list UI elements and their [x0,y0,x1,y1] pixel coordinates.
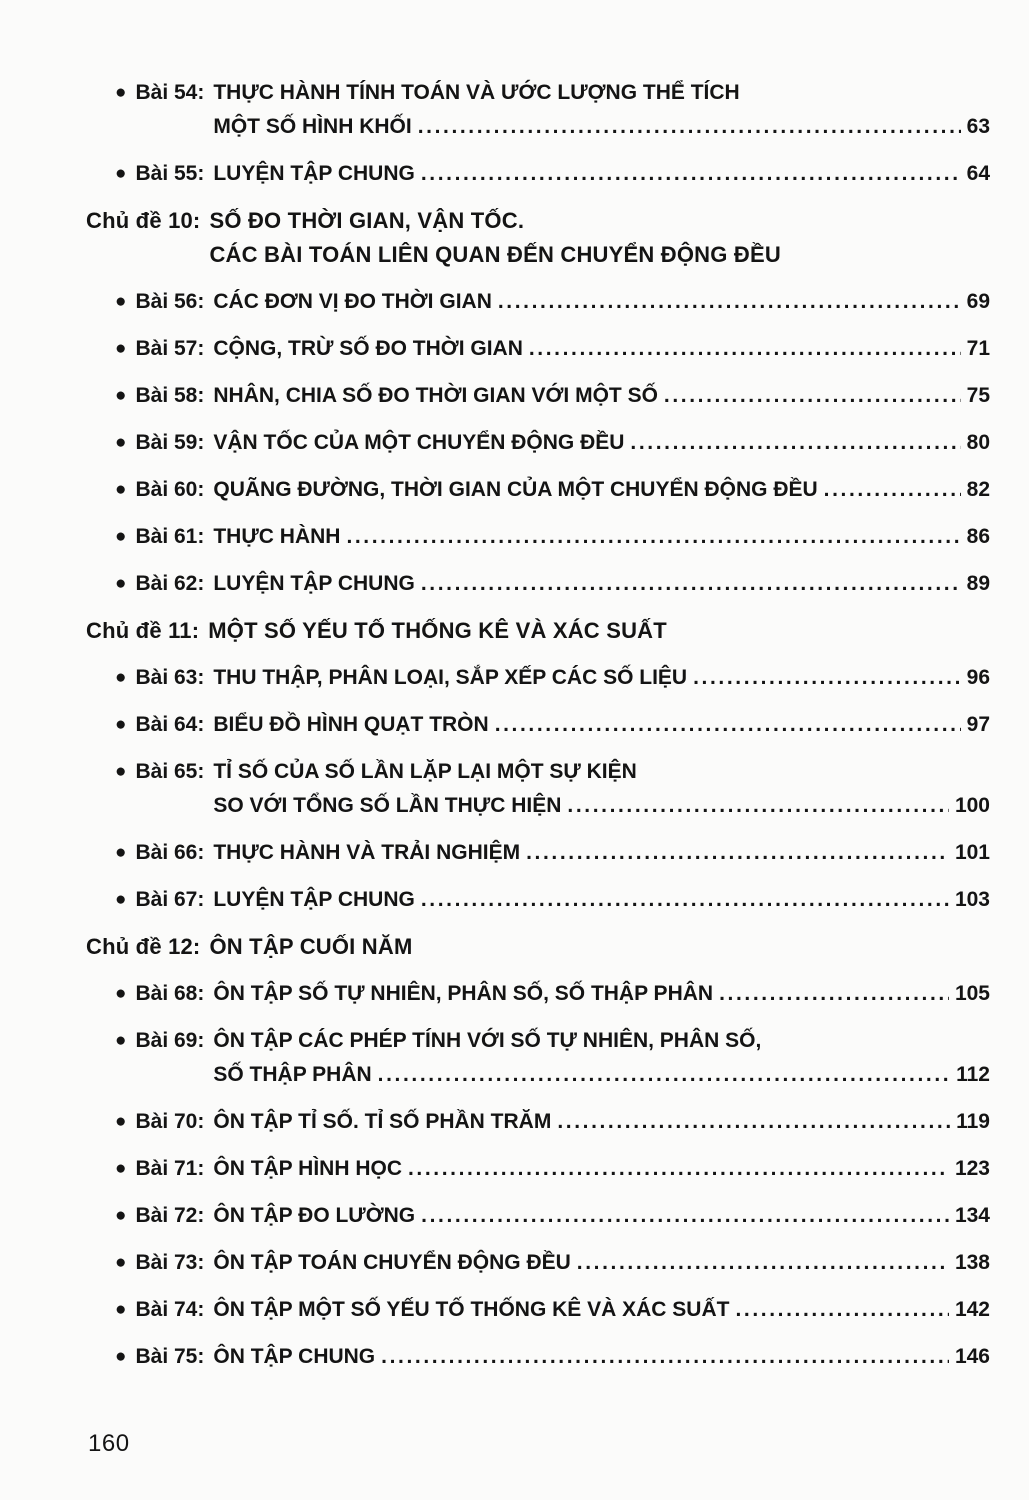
dot-leader [824,473,961,507]
dot-leader [421,1199,949,1233]
entry-body [213,883,990,917]
entry-body [213,1024,990,1092]
toc-lesson-entry [115,1024,990,1092]
dot-leader [630,426,960,460]
entry-page-number: 142 [954,1298,990,1321]
dot-leader [735,1293,948,1327]
entry-label: Chủ đề 11: [86,618,200,643]
dot-leader [421,157,961,191]
toc-lesson-entry [115,836,990,870]
entry-title: CỘNG, TRỪ SỐ ĐO THỜI GIAN [213,337,523,360]
entry-body [209,930,990,964]
entry-page-number: 86 [966,525,990,548]
entry-body [213,157,990,191]
entry-title: SỐ THẬP PHÂN [213,1063,372,1086]
bullet-icon: ● [115,667,127,688]
entry-body [213,1293,990,1327]
entry-label: Bài 61: [135,525,205,548]
entry-title: LUYỆN TẬP CHUNG [213,888,415,911]
entry-page-number: 101 [954,841,990,864]
toc-lesson-entry [115,977,990,1011]
entry-body [213,379,990,413]
toc-lesson-entry [115,708,990,742]
toc-lesson-entry [115,1293,990,1327]
entry-page-number: 89 [966,572,990,595]
entry-label: Bài 57: [135,337,205,360]
dot-leader [421,883,949,917]
entry-label: Bài 62: [135,572,205,595]
entry-page-number: 138 [954,1251,990,1274]
entry-label: Chủ đề 12: [86,934,201,959]
toc-lesson-entry [115,1246,990,1280]
entry-title: SỐ ĐO THỜI GIAN, VẬN TỐC. [209,208,525,233]
dot-leader [498,285,961,319]
dot-leader [557,1105,950,1139]
entry-page-number: 75 [966,384,990,407]
entry-body [213,977,990,1011]
dot-leader [346,520,960,554]
toc-lesson-entry [115,567,990,601]
entry-label: Bài 70: [135,1110,205,1133]
entry-page-number: 112 [956,1063,990,1086]
bullet-icon: ● [115,1030,127,1051]
entry-label: Bài 68: [135,982,205,1005]
entry-body [213,473,990,507]
dot-leader [418,110,961,144]
bullet-icon: ● [115,842,127,863]
entry-page-number: 146 [954,1345,990,1368]
toc-lesson-entry [115,157,990,191]
entry-title: MỘT SỐ HÌNH KHỐI [213,115,412,138]
dot-leader [693,661,961,695]
bullet-icon: ● [115,82,127,103]
entry-label: Bài 65: [135,760,205,783]
entry-title: TỈ SỐ CỦA SỐ LẦN LẶP LẠI MỘT SỰ KIỆN [213,760,637,783]
entry-label: Bài 67: [135,888,205,911]
entry-page-number: 64 [966,162,990,185]
entry-label: Bài 59: [135,431,205,454]
entry-title: CÁC ĐƠN VỊ ĐO THỜI GIAN [213,290,492,313]
toc-lesson-entry [115,426,990,460]
toc-lesson-entry [115,473,990,507]
entry-title: ÔN TẬP MỘT SỐ YẾU TỐ THỐNG KÊ VÀ XÁC SUẤT [213,1298,730,1321]
bullet-icon: ● [115,163,127,184]
bullet-icon: ● [115,1252,127,1273]
toc-lesson-entry [115,520,990,554]
entry-page-number: 80 [966,431,990,454]
entry-page-number: 96 [966,666,990,689]
bullet-icon: ● [115,889,127,910]
entry-body [213,661,990,695]
entry-title: ÔN TẬP CÁC PHÉP TÍNH VỚI SỐ TỰ NHIÊN, PHÂN SỐ, [213,1029,762,1052]
entry-label: Bài 55: [135,162,205,185]
dot-leader [664,379,961,413]
bullet-icon: ● [115,761,127,782]
entry-body [213,836,990,870]
entry-label: Bài 54: [135,81,205,104]
entry-body [209,204,990,272]
entry-body [213,332,990,366]
entry-body [208,614,990,648]
dot-leader [526,836,949,870]
toc-lesson-entry [115,379,990,413]
entry-page-number: 71 [966,337,990,360]
entry-body [213,1105,990,1139]
entry-title: LUYỆN TẬP CHUNG [213,572,415,595]
entry-body [213,1340,990,1374]
entry-body [213,755,990,823]
entry-page-number: 63 [966,115,990,138]
toc-lesson-entry [115,332,990,366]
dot-leader [381,1340,949,1374]
toc-lesson-entry [115,285,990,319]
dot-leader [719,977,949,1011]
entry-body [213,520,990,554]
bullet-icon: ● [115,714,127,735]
bullet-icon: ● [115,432,127,453]
bullet-icon: ● [115,983,127,1004]
dot-leader [495,708,961,742]
toc-chapter-entry [86,204,990,272]
entry-body [213,426,990,460]
entry-title: ÔN TẬP TOÁN CHUYỂN ĐỘNG ĐỀU [213,1251,571,1274]
bullet-icon: ● [115,1346,127,1367]
entry-body [213,76,990,144]
bullet-icon: ● [115,1299,127,1320]
entry-title: MỘT SỐ YẾU TỐ THỐNG KÊ VÀ XÁC SUẤT [208,618,667,643]
entry-body [213,1246,990,1280]
entry-body [213,1152,990,1186]
entry-page-number: 69 [966,290,990,313]
bullet-icon: ● [115,291,127,312]
entry-title: ÔN TẬP CHUNG [213,1345,376,1368]
entry-page-number: 103 [954,888,990,911]
dot-leader [577,1246,949,1280]
dot-leader [421,567,961,601]
entry-title: QUÃNG ĐƯỜNG, THỜI GIAN CỦA MỘT CHUYỂN ĐỘNG ĐỀU [213,478,818,501]
entry-page-number: 100 [954,794,990,817]
entry-label: Chủ đề 10: [86,208,201,233]
entry-body [213,567,990,601]
entry-label: Bài 72: [135,1204,205,1227]
entry-label: Bài 73: [135,1251,205,1274]
toc-lesson-entry [115,76,990,144]
bullet-icon: ● [115,479,127,500]
bullet-icon: ● [115,385,127,406]
entry-title: ÔN TẬP CUỐI NĂM [209,934,413,959]
entry-label: Bài 60: [135,478,205,501]
toc-lesson-entry [115,755,990,823]
dot-leader [378,1058,950,1092]
entry-title: THỰC HÀNH TÍNH TOÁN VÀ ƯỚC LƯỢNG THỂ TÍCH [213,81,740,104]
dot-leader [408,1152,949,1186]
entry-title: ÔN TẬP TỈ SỐ. TỈ SỐ PHẦN TRĂM [213,1110,552,1133]
entry-label: Bài 71: [135,1157,205,1180]
entry-label: Bài 66: [135,841,205,864]
toc-lesson-entry [115,1152,990,1186]
entry-label: Bài 56: [135,290,205,313]
entry-title: ÔN TẬP HÌNH HỌC [213,1157,402,1180]
toc-lesson-entry [115,883,990,917]
entry-title: SO VỚI TỔNG SỐ LẦN THỰC HIỆN [213,794,562,817]
bullet-icon: ● [115,573,127,594]
entry-page-number: 105 [954,982,990,1005]
entry-title: NHÂN, CHIA SỐ ĐO THỜI GIAN VỚI MỘT SỐ [213,384,658,407]
bullet-icon: ● [115,1205,127,1226]
entry-body [213,708,990,742]
entry-page-number: 134 [954,1204,990,1227]
toc-chapter-entry [86,614,990,648]
toc-lesson-entry [115,1340,990,1374]
entry-page-number: 82 [966,478,990,501]
entry-title: BIỂU ĐỒ HÌNH QUẠT TRÒN [213,713,489,736]
entry-label: Bài 75: [135,1345,205,1368]
entry-page-number: 123 [954,1157,990,1180]
bullet-icon: ● [115,338,127,359]
entry-title: THỰC HÀNH [213,525,341,548]
toc-lesson-entry [115,1199,990,1233]
entry-body [213,1199,990,1233]
entry-title: VẬN TỐC CỦA MỘT CHUYỂN ĐỘNG ĐỀU [213,431,625,454]
entry-title: ÔN TẬP SỐ TỰ NHIÊN, PHÂN SỐ, SỐ THẬP PHÂN [213,982,714,1005]
bullet-icon: ● [115,1111,127,1132]
dot-leader [567,789,949,823]
toc-chapter-entry [86,930,990,964]
entry-title: THU THẬP, PHÂN LOẠI, SẮP XẾP CÁC SỐ LIỆU [213,666,688,689]
toc-list [86,76,990,1374]
entry-page-number: 97 [966,713,990,736]
bullet-icon: ● [115,526,127,547]
entry-label: Bài 69: [135,1029,205,1052]
entry-label: Bài 58: [135,384,205,407]
toc-lesson-entry [115,1105,990,1139]
dot-leader [529,332,961,366]
entry-body [213,285,990,319]
bullet-icon: ● [115,1158,127,1179]
entry-title: THỰC HÀNH VÀ TRẢI NGHIỆM [213,841,521,864]
toc-lesson-entry [115,661,990,695]
entry-label: Bài 74: [135,1298,205,1321]
entry-label: Bài 63: [135,666,205,689]
entry-title: LUYỆN TẬP CHUNG [213,162,415,185]
entry-page-number: 119 [956,1110,990,1133]
entry-label: Bài 64: [135,713,205,736]
entry-title: CÁC BÀI TOÁN LIÊN QUAN ĐẾN CHUYỂN ĐỘNG ĐỀU [209,242,781,267]
page-number-footer: 160 [88,1430,130,1457]
entry-title: ÔN TẬP ĐO LƯỜNG [213,1204,416,1227]
